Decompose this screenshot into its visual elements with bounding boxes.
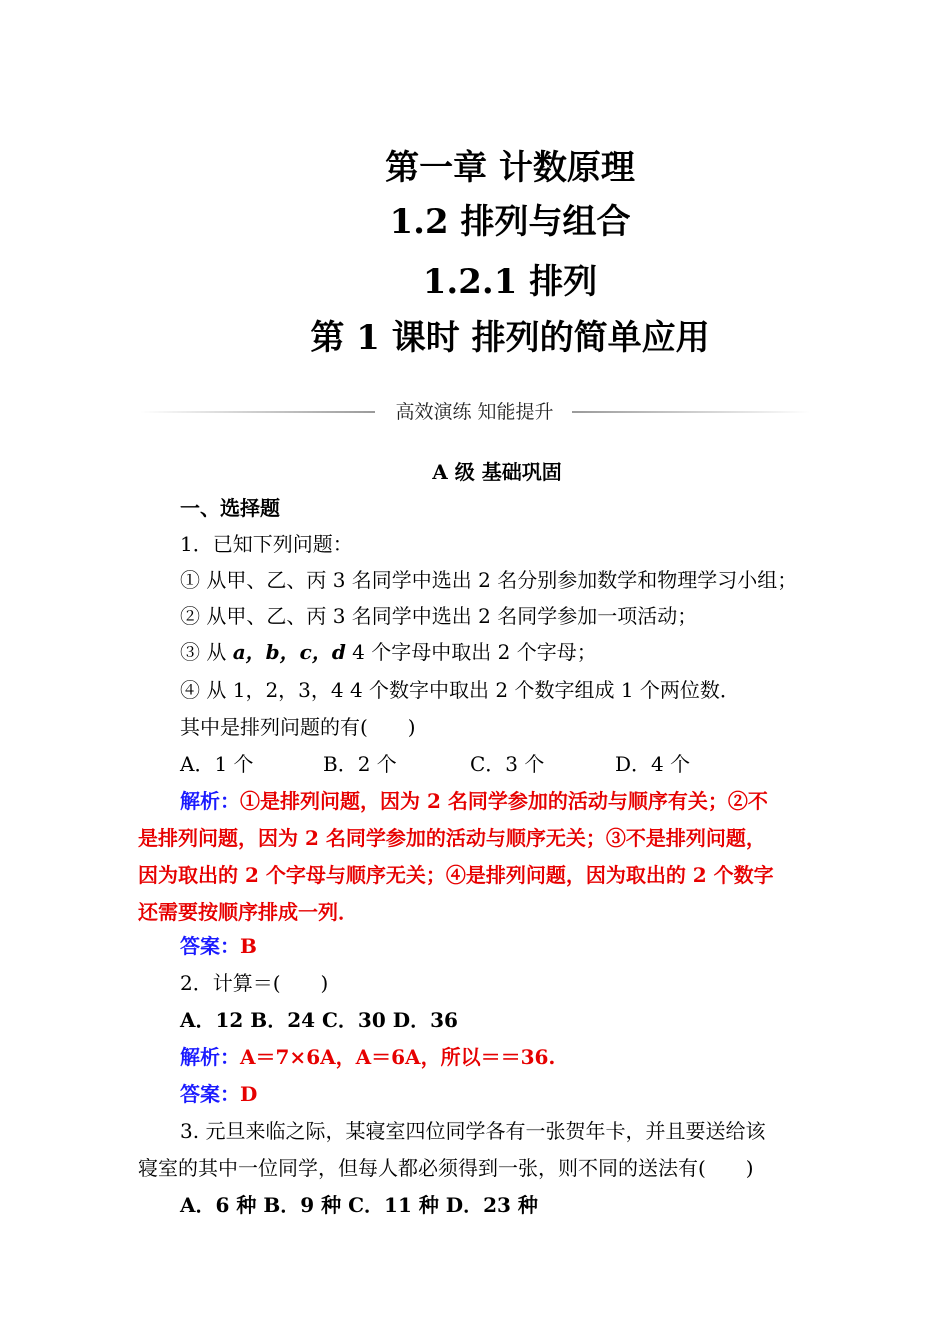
- q1-option-c: C．3 个: [470, 752, 545, 776]
- q2-stem: 2．计算＝( ): [180, 971, 329, 995]
- banner-divider-right: [572, 411, 810, 413]
- q1-option-b: B．2 个: [323, 752, 397, 776]
- q1-stem: 1．已知下列问题：: [180, 532, 353, 556]
- q1-item-3: [180, 638, 597, 666]
- q2-options: A．12 B．24 C．30 D．36: [180, 1008, 458, 1032]
- q2-analysis-label: 解析：: [180, 1045, 240, 1069]
- q1-answer-value: B: [240, 934, 257, 958]
- q1-answer-label: 答案：: [180, 934, 240, 958]
- q1-item-3-prefix: ③ 从: [180, 640, 233, 664]
- q2-analysis: [180, 1043, 555, 1071]
- q3-options: A．6 种 B．9 种 C．11 种 D．23 种: [180, 1193, 538, 1217]
- q1-analysis-line-1: [180, 787, 768, 815]
- part-heading: 一、选择题: [180, 496, 280, 520]
- q1-answer: [180, 932, 257, 960]
- q1-option-d: D．4 个: [615, 752, 691, 776]
- q2-answer-label: 答案：: [180, 1082, 240, 1106]
- q1-analysis-label: 解析：: [180, 789, 240, 813]
- q3-stem-line-1: 3. 元旦来临之际，某寝室四位同学各有一张贺年卡，并且要送给该: [180, 1119, 766, 1143]
- q1-item-1: ① 从甲、乙、丙 3 名同学中选出 2 名分别参加数学和物理学习小组；: [180, 568, 798, 592]
- q1-item-3-suffix: 4 个字母中取出 2 个字母；: [345, 640, 597, 664]
- q1-analysis-line-2: 是排列问题，因为 2 名同学参加的活动与顺序无关；③不是排列问题，: [138, 826, 766, 850]
- q1-question: 其中是排列问题的有( ): [180, 715, 416, 739]
- subsection-title: 1.2.1 排列: [422, 262, 598, 302]
- q1-analysis-line-3: 因为取出的 2 个字母与顺序无关；④是排列问题，因为取出的 2 个数字: [138, 863, 774, 887]
- q2-answer-value: D: [240, 1082, 258, 1106]
- level-heading: A 级 基础巩固: [432, 460, 562, 484]
- lesson-title: 第 1 课时 排列的简单应用: [310, 318, 710, 358]
- q3-stem-line-2: 寝室的其中一位同学，但每人都必须得到一张，则不同的送法有( ): [138, 1156, 754, 1180]
- section-title: 1.2 排列与组合: [389, 202, 631, 242]
- q1-analysis-line-4: 还需要按顺序排成一列．: [138, 900, 358, 924]
- q2-analysis-text: A＝7×6A，A＝6A，所以＝＝36.: [240, 1045, 556, 1069]
- q1-item-4: ④ 从 1，2，3，4 4 个数字中取出 2 个数字组成 1 个两位数．: [180, 678, 740, 702]
- section-banner: [140, 398, 810, 426]
- banner-text: 高效演练 知能提升: [395, 401, 554, 423]
- q1-option-a: A．1 个: [180, 752, 254, 776]
- q1-item-2: ② 从甲、乙、丙 3 名同学中选出 2 名同学参加一项活动；: [180, 604, 698, 628]
- q1-options: [180, 750, 690, 778]
- q2-answer: [180, 1080, 257, 1108]
- chapter-title: 第一章 计数原理: [385, 148, 635, 188]
- q1-analysis-text-1: ①是排列问题，因为 2 名同学参加的活动与顺序有关；②不: [240, 789, 768, 813]
- banner-divider-left: [140, 411, 375, 413]
- q1-item-3-vars: a，b，c，d: [232, 640, 346, 664]
